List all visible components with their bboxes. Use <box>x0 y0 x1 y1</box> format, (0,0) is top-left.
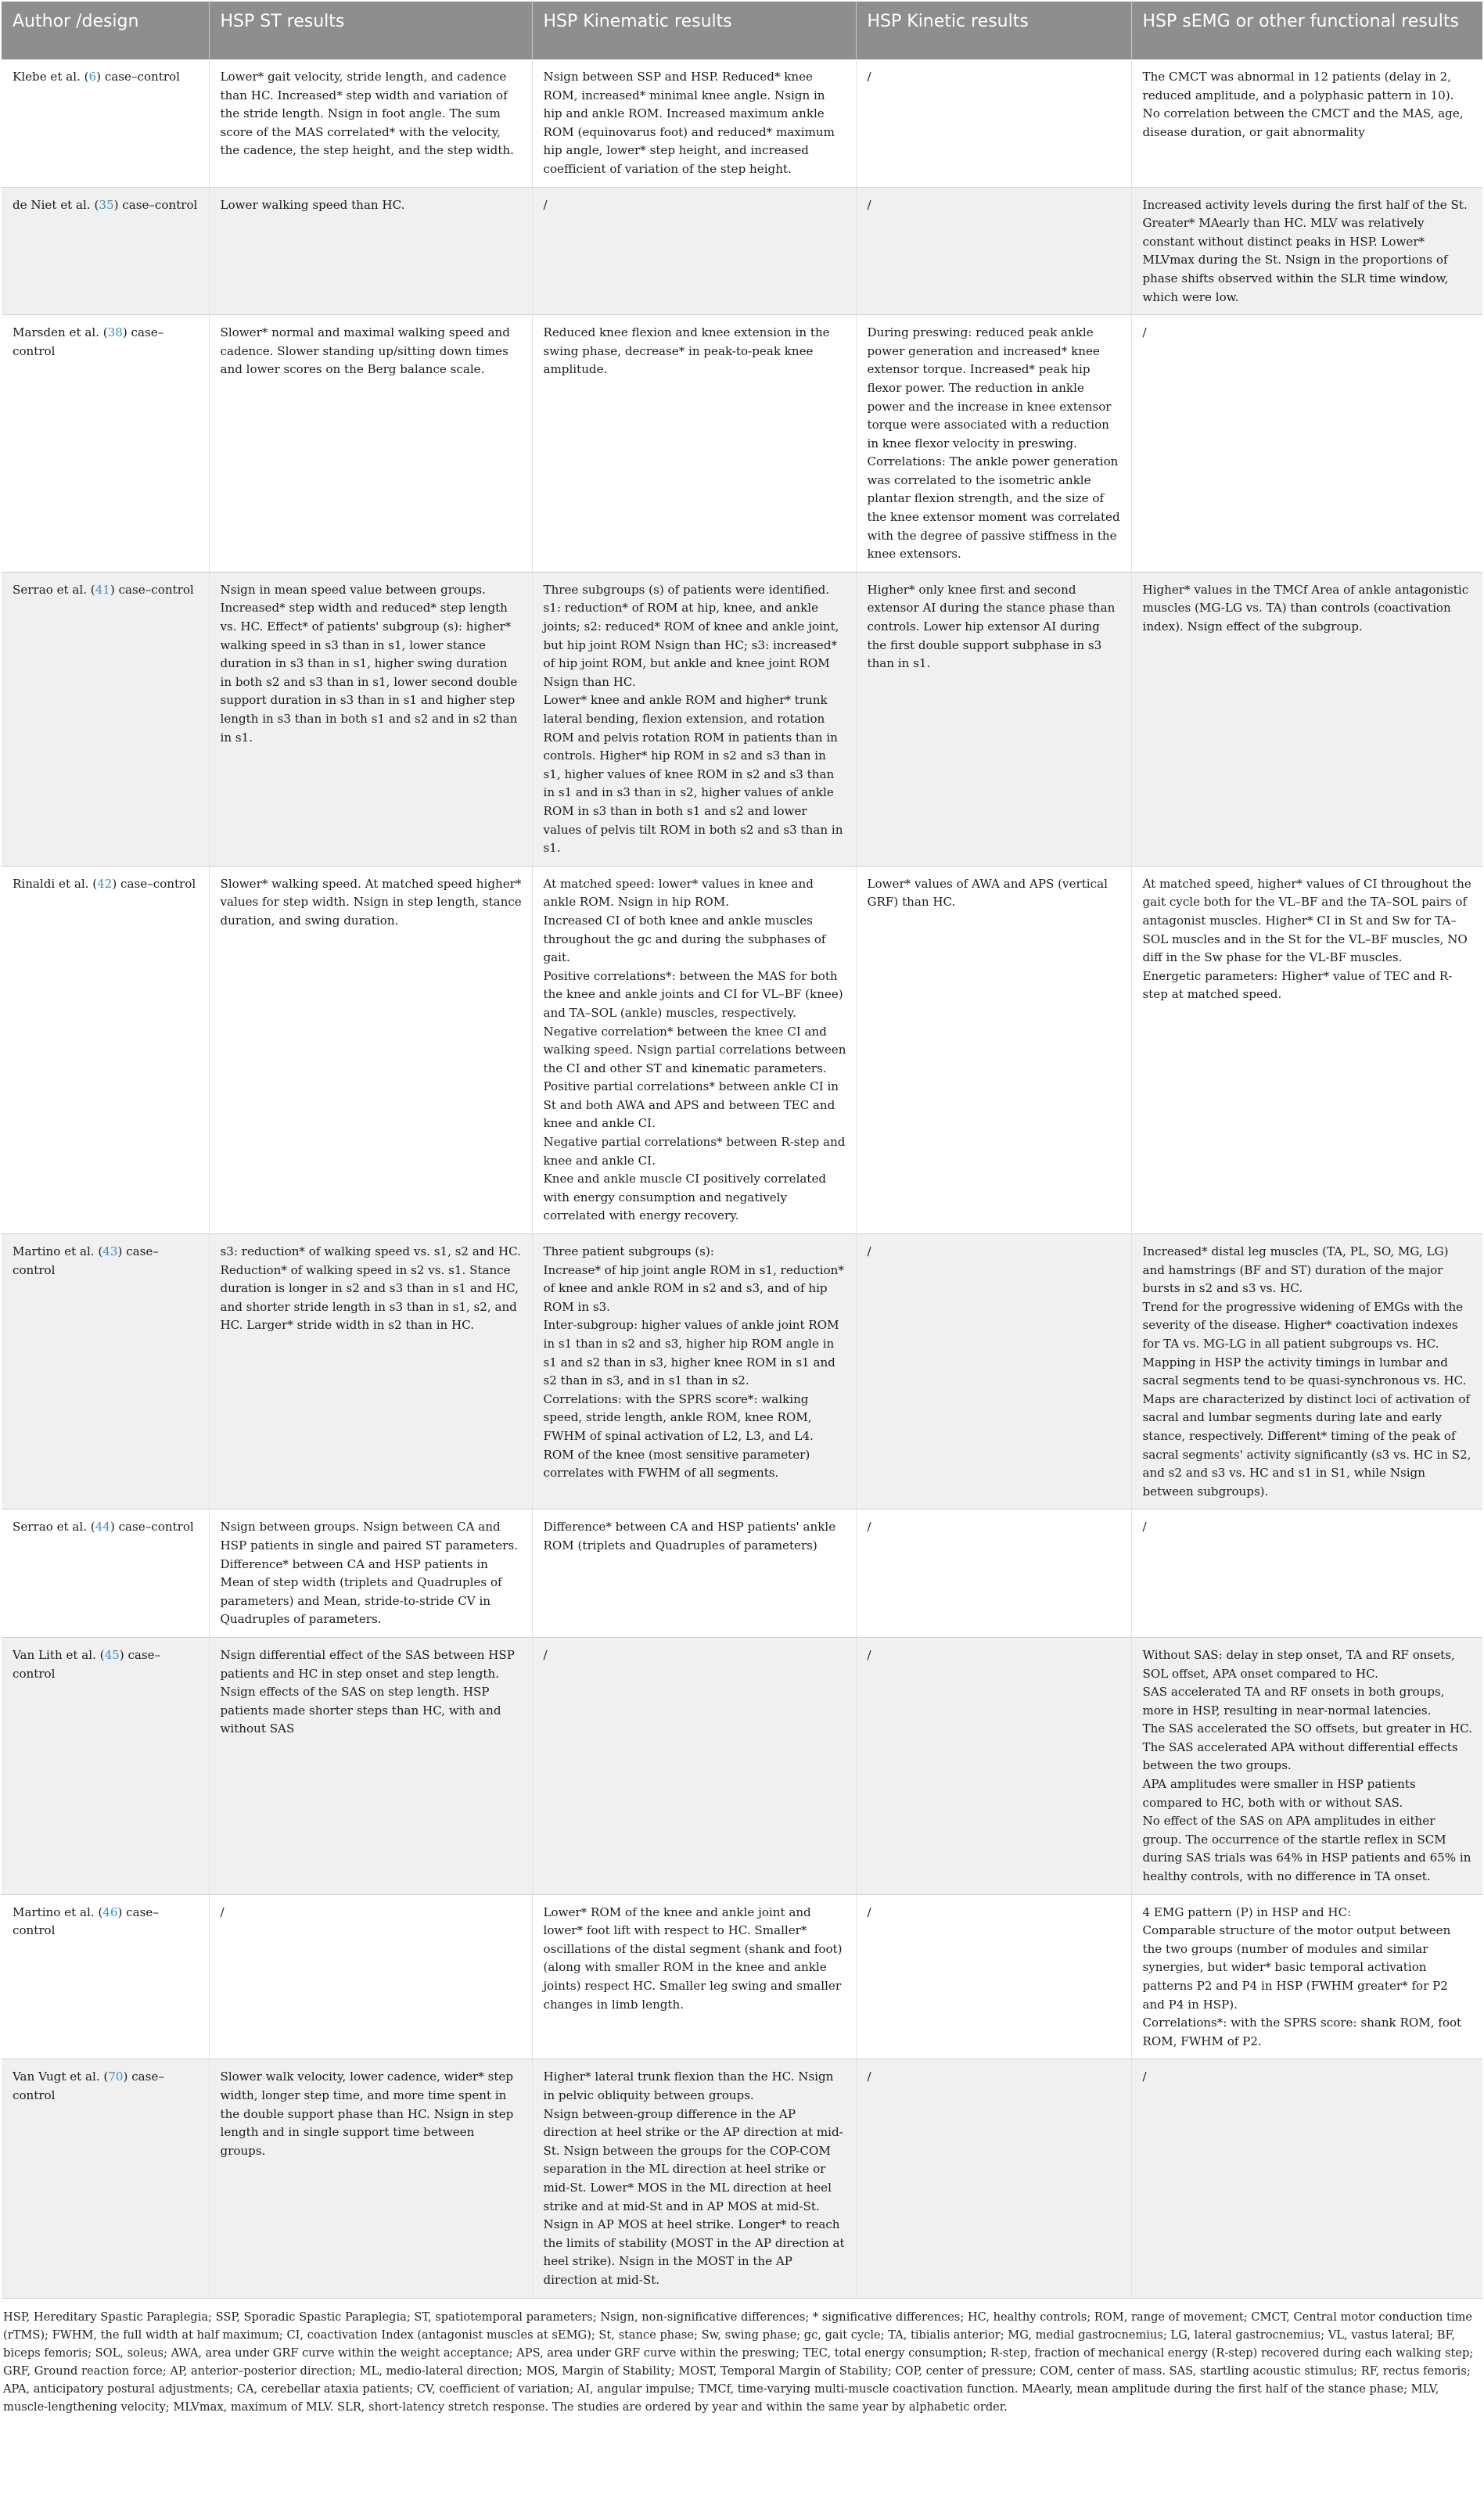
author-cell <box>2 1509 209 1638</box>
cell-paragraph: Lower* values of AWA and APS (vertical GRF) than HC. <box>867 876 1108 910</box>
table-row <box>2 1509 1482 1638</box>
kinetic-cell <box>856 1894 1131 2059</box>
semg-cell <box>1131 1234 1482 1509</box>
st-cell <box>209 59 532 187</box>
cell-paragraph: Slower* normal and maximal walking speed and cadence. Slower standing up/sitting down times and lower scores on the Berg balance scale. <box>220 325 510 377</box>
cell-paragraph: / <box>543 197 548 212</box>
semg-cell <box>1131 572 1482 866</box>
reference-link[interactable]: 70 <box>108 2069 124 2084</box>
cell-paragraph: Lower* gait velocity, stride length, and cadence than HC. Increased* step width and variation of the stride length. Nsign in foot angle. The sum score of the MAS correlated* with the velocity, the cadence, the step height, and the step width. <box>220 70 514 158</box>
cell-paragraph: The SAS accelerated APA without differential effects between the two groups. <box>1142 1739 1458 1773</box>
cell-paragraph: The CMCT was abnormal in 12 patients (delay in 2, reduced amplitude, and a polyphasic pattern in 10). No correlation between the CMCT and the MAS, age, disease duration, or gait abnormality <box>1142 70 1464 139</box>
reference-link[interactable]: 6 <box>88 70 97 84</box>
semg-cell <box>1131 59 1482 187</box>
author-name: Van Vugt et al. ( <box>13 2069 109 2084</box>
reference-link[interactable]: 42 <box>97 876 113 891</box>
kinematic-cell <box>532 572 856 866</box>
semg-cell <box>1131 1894 1482 2059</box>
header-st: HSP ST results <box>209 2 532 59</box>
table-row <box>2 315 1482 573</box>
semg-cell <box>1131 1637 1482 1894</box>
cell-paragraph: Correlations: with the SPRS score*: walking speed, stride length, ankle ROM, knee ROM, FWHM of spinal activation of L2, L3, and L4. ROM of the knee (most sensitive parameter) correlates with FWHM of all segments. <box>543 1391 814 1481</box>
study-design: ) case–control <box>112 876 196 891</box>
author-cell <box>2 1637 209 1894</box>
author-name: Marsden et al. ( <box>13 325 108 340</box>
kinematic-cell <box>532 315 856 573</box>
cell-paragraph: Nsign between-group difference in the AP direction at heel strike or the AP direction at mid-St. Nsign between the groups for the COP-COM separation in the ML direction at heel strike or mid-St. Lower* MOS in the ML direction at heel strike and at mid-St and in AP MOS at mid-St. Nsign in AP MOS at heel strike. Longer* to reach the limits of stability (MOST in the AP direction at heel strike). Nsign in the MOST in the AP direction at mid-St. <box>543 2106 845 2287</box>
header-semg: HSP sEMG or other functional results <box>1131 2 1482 59</box>
semg-cell <box>1131 866 1482 1233</box>
cell-paragraph: At matched speed: lower* values in knee and ankle ROM. Nsign in hip ROM. <box>543 876 814 910</box>
author-name: Serrao et al. ( <box>13 1520 95 1535</box>
cell-paragraph: / <box>1142 1520 1147 1535</box>
cell-paragraph: APA amplitudes were smaller in HSP patients compared to HC, both with or without SAS. <box>1142 1777 1416 1810</box>
reference-link[interactable]: 41 <box>95 582 110 597</box>
st-cell <box>209 1234 532 1509</box>
cell-paragraph: Positive partial correlations* between ankle CI in St and both AWA and APS and between TEC and knee and ankle CI. <box>543 1079 839 1131</box>
cell-paragraph: / <box>1142 325 1147 340</box>
st-cell <box>209 315 532 573</box>
kinetic-cell <box>856 315 1131 573</box>
study-design: ) case–control <box>110 1520 194 1535</box>
kinematic-cell <box>532 1894 856 2059</box>
cell-paragraph: SAS accelerated TA and RF onsets in both groups, more in HSP, resulting in near-normal latencies. <box>1142 1685 1445 1718</box>
kinetic-cell <box>856 2059 1131 2298</box>
author-cell <box>2 59 209 187</box>
cell-paragraph: Knee and ankle muscle CI positively correlated with energy consumption and negatively correlated with energy recovery. <box>543 1172 827 1223</box>
table-row <box>2 187 1482 315</box>
st-cell <box>209 1637 532 1894</box>
kinematic-cell <box>532 1234 856 1509</box>
reference-link[interactable]: 45 <box>104 1647 120 1662</box>
reference-link[interactable]: 44 <box>95 1520 110 1535</box>
cell-paragraph: Nsign between groups. Nsign between CA and HSP patients in single and paired ST parameters. Difference* between CA and HSP patients in Mean of step width (triplets and Quadruples of parameters) and Mean, stride-to-stride CV in Quadruples of parameters. <box>220 1520 518 1627</box>
cell-paragraph: Negative partial correlations* between R-step and knee and ankle CI. <box>543 1135 846 1168</box>
cell-paragraph: Nsign differential effect of the SAS between HSP patients and HC in step onset and step length. Nsign effects of the SAS on step length. HSP patients made shorter steps than HC, with and without SAS <box>220 1647 515 1736</box>
cell-paragraph: Increased* distal leg muscles (TA, PL, SO, MG, LG) and hamstrings (BF and ST) duration of the major bursts in s2 and s3 vs. HC. <box>1142 1244 1449 1296</box>
cell-paragraph: Positive correlations*: between the MAS for both the knee and ankle joints and CI for VL–BF (knee) and TA–SOL (ankle) muscles, respectively. <box>543 968 843 1020</box>
author-name: Martino et al. ( <box>13 1244 103 1259</box>
st-cell <box>209 866 532 1233</box>
cell-paragraph: Higher* lateral trunk flexion than the HC. Nsign in pelvic obliquity between groups. <box>543 2069 834 2102</box>
cell-paragraph: Comparable structure of the motor output between the two groups (number of modules and similar synergies, but wider* basic temporal activation patterns P2 and P4 in HSP (FWHM greater* for P2 and P4 in HSP). <box>1142 1923 1451 2012</box>
study-design: ) case–control <box>13 1244 159 1277</box>
cell-paragraph: Energetic parameters: Higher* value of TEC and R-step at matched speed. <box>1142 968 1453 1002</box>
reference-link[interactable]: 38 <box>107 325 123 340</box>
cell-paragraph: Trend for the progressive widening of EMGs with the severity of the disease. Higher* coactivation indexes for TA vs. MG-LG in all patient subgroups vs. HC. <box>1142 1299 1464 1351</box>
author-cell <box>2 1894 209 2059</box>
kinematic-cell <box>532 1509 856 1638</box>
cell-paragraph: Lower* knee and ankle ROM and higher* trunk lateral bending, flexion extension, and rotation ROM and pelvis rotation ROM in patients than in controls. Higher* hip ROM in s2 and s3 than in s1, higher values of knee ROM in s2 and s3 than in s1 and in s3 than in s2, higher values of ankle ROM in s3 than in both s1 and s2 and lower values of pelvis tilt ROM in both s2 and s3 than in s1. <box>543 693 843 856</box>
st-cell <box>209 187 532 315</box>
table-row <box>2 1234 1482 1509</box>
study-design: ) case–control <box>96 70 180 84</box>
author-name: Klebe et al. ( <box>13 70 89 84</box>
cell-paragraph: Slower* walking speed. At matched speed higher* values for step width. Nsign in step length, stance duration, and swing duration. <box>220 876 522 928</box>
kinetic-cell <box>856 59 1131 187</box>
document-page <box>2 2 1482 2416</box>
cell-paragraph: Increased CI of both knee and ankle muscles throughout the gc and during the subphases of gait. <box>543 913 826 965</box>
cell-paragraph: / <box>543 1647 548 1662</box>
study-design: ) case–control <box>13 2069 164 2102</box>
cell-paragraph: No effect of the SAS on APA amplitudes in either group. The occurrence of the startle reflex in SCM during SAS trials was 64% in HSP patients and 65% in healthy controls, with no difference in TA onset. <box>1142 1814 1471 1884</box>
table-row <box>2 1637 1482 1894</box>
cell-paragraph: Reduced knee flexion and knee extension in the swing phase, decrease* in peak-to-peak knee amplitude. <box>543 325 830 377</box>
st-cell <box>209 572 532 866</box>
st-cell <box>209 2059 532 2298</box>
header-author: Author /design <box>2 2 209 59</box>
cell-paragraph: / <box>867 1520 871 1535</box>
cell-paragraph: Difference* between CA and HSP patients' ankle ROM (triplets and Quadruples of parameters) <box>543 1520 836 1553</box>
study-design: ) case–control <box>13 1904 159 1938</box>
reference-link[interactable]: 46 <box>102 1904 118 1919</box>
cell-paragraph: Higher* only knee first and second extensor AI during the stance phase than controls. Lower hip extensor AI during the first double support subphase in s3 than in s1. <box>867 582 1116 671</box>
kinematic-cell <box>532 2059 856 2298</box>
kinetic-cell <box>856 187 1131 315</box>
cell-paragraph: s3: reduction* of walking speed vs. s1, s2 and HC. Reduction* of walking speed in s2 vs. s1. Stance duration is longer in s2 and s3 than in s1 and HC, and shorter stride length in s3 than in s1, s2, and HC. Larger* stride width in s2 than in HC. <box>220 1244 521 1333</box>
semg-cell <box>1131 1509 1482 1638</box>
kinetic-cell <box>856 1234 1131 1509</box>
cell-paragraph: Nsign in mean speed value between groups. Increased* step width and reduced* step length vs. HC. Effect* of patients' subgroup (s): higher* walking speed in s3 than in s1, lower stance duration in s3 than in s1, higher swing duration in both s2 and s3 than in s1, lower second double support duration in s3 than in s1 and higher step length in s3 than in both s1 and s2 and in s2 than in s1. <box>220 582 518 745</box>
study-design: ) case–control <box>13 1647 161 1681</box>
cell-paragraph: Nsign between SSP and HSP. Reduced* knee ROM, increased* minimal knee angle. Nsign in hip and ankle ROM. Increased maximum ankle ROM (equinovarus foot) and reduced* maximum hip angle, lower* step height, and increased coefficient of variation of the step height. <box>543 70 835 176</box>
header-kinetic: HSP Kinetic results <box>856 2 1131 59</box>
author-name: Van Lith et al. ( <box>13 1647 105 1662</box>
cell-paragraph: / <box>867 1904 871 1919</box>
kinetic-cell <box>856 1637 1131 1894</box>
author-cell <box>2 187 209 315</box>
author-cell <box>2 1234 209 1509</box>
author-name: Martino et al. ( <box>13 1904 103 1919</box>
study-design: ) case–control <box>110 582 194 597</box>
cell-paragraph: / <box>867 1647 871 1662</box>
cell-paragraph: / <box>220 1904 225 1919</box>
kinematic-cell <box>532 866 856 1233</box>
semg-cell <box>1131 187 1482 315</box>
cell-paragraph: The SAS accelerated the SO offsets, but greater in HC. <box>1142 1721 1472 1736</box>
cell-paragraph: / <box>867 2069 871 2084</box>
table-row <box>2 572 1482 866</box>
cell-paragraph: Slower walk velocity, lower cadence, wider* step width, longer step time, and more time spent in the double support phase than HC. Nsign in step length and in single support time between groups. <box>220 2069 514 2158</box>
cell-paragraph: / <box>867 197 871 212</box>
kinetic-cell <box>856 572 1131 866</box>
cell-paragraph: Lower walking speed than HC. <box>220 197 405 212</box>
author-cell <box>2 866 209 1233</box>
kinematic-cell <box>532 1637 856 1894</box>
cell-paragraph: Mapping in HSP the activity timings in lumbar and sacral segments tend to be quasi-synchronous vs. HC. Maps are characterized by distinct loci of activation of sacral and lumbar segments during late and early stance, respectively. Different* timing of the peak of sacral segments' activity significantly (s3 vs. HC in S2, and s2 and s3 vs. HC and s1 in S1, while Nsign between subgroups). <box>1142 1355 1471 1499</box>
cell-paragraph: Three patient subgroups (s): <box>543 1244 714 1259</box>
kinematic-cell <box>532 59 856 187</box>
cell-paragraph: Higher* values in the TMCf Area of ankle antagonistic muscles (MG-LG vs. TA) than controls (coactivation index). Nsign effect of the subgroup. <box>1142 582 1469 634</box>
cell-paragraph: Increase* of hip joint angle ROM in s1, reduction* of knee and ankle ROM in s2 and s3, and of hip ROM in s3. <box>543 1262 844 1314</box>
reference-link[interactable]: 43 <box>102 1244 118 1259</box>
header-row <box>2 2 1482 59</box>
st-cell <box>209 1894 532 2059</box>
reference-link[interactable]: 35 <box>99 197 114 212</box>
cell-paragraph: Inter-subgroup: higher values of ankle joint ROM in s1 than in s2 and s3, higher hip ROM angle in s1 and s2 than in s3, higher knee ROM in s1 and s2 than in s3, and in s1 than in s2. <box>543 1318 839 1388</box>
kinetic-cell <box>856 866 1131 1233</box>
cell-paragraph: During preswing: reduced peak ankle power generation and increased* knee extensor torque. Increased* peak hip flexor power. The reduction in ankle power and the increase in knee extensor torque were associated with a reduction in knee flexor velocity in preswing. <box>867 325 1112 451</box>
table-row <box>2 59 1482 187</box>
table-footnote: HSP, Hereditary Spastic Paraplegia; SSP, Sporadic Spastic Paraplegia; ST, spatiotemporal parameters; Nsign, non-significative differences; * significative differences; HC, healthy controls; ROM, range of movement; CMCT, Central motor conduction time (rTMS); FWHM, the full width at half maximum; CI, coactivation Index (antagonist muscles at sEMG); St, stance phase; Sw, swing phase; gc, gait cycle; TA, tibialis anterior; MG, medial gastrocnemius; LG, lateral gastrocnemius; VL, vastus lateral; BF, biceps femoris; SOL, soleus; AWA, area under GRF curve within the weight acceptance; APS, area under GRF curve within the preswing; TEC, total energy consumption; R-step, fraction of mechanical energy (R-step) recovered during each walking step; GRF, Ground reaction force; AP, anterior–posterior direction; ML, medio-lateral direction; MOS, Margin of Stability; MOST, Temporal Margin of Stability; COP, center of pressure; COM, center of mass. SAS, startling acoustic stimulus; RF, rectus femoris; APA, anticipatory postural adjustments; CA, cerebellar ataxia patients; CV, coefficient of variation; AI, angular impulse; TMCf, time-varying multi-muscle coactivation function. MAearly, mean amplitude during the first half of the stance phase; MLV, muscle-lengthening velocity; MLVmax, maximum of MLV. SLR, short-latency stretch response. The studies are ordered by year and within the same year by alphabetic order. <box>3 2310 1474 2414</box>
results-table <box>2 2 1482 2299</box>
author-name: de Niet et al. ( <box>13 197 99 212</box>
author-name: Serrao et al. ( <box>13 582 95 597</box>
table-row <box>2 2059 1482 2298</box>
kinematic-cell <box>532 187 856 315</box>
header-kinematic: HSP Kinematic results <box>532 2 856 59</box>
cell-paragraph: Lower* ROM of the knee and ankle joint and lower* foot lift with respect to HC. Smaller* oscillations of the distal segment (shank and foot) (along with smaller ROM in the knee and ankle joints) respect HC. Smaller leg swing and smaller changes in limb length. <box>543 1904 843 2012</box>
author-cell <box>2 572 209 866</box>
author-cell <box>2 315 209 573</box>
cell-paragraph: / <box>1142 2069 1147 2084</box>
table-row <box>2 866 1482 1233</box>
st-cell <box>209 1509 532 1638</box>
cell-paragraph: Without SAS: delay in step onset, TA and RF onsets, SOL offset, APA onset compared to HC. <box>1142 1647 1455 1681</box>
cell-paragraph: Negative correlation* between the knee CI and walking speed. Nsign partial correlations between the CI and other ST and kinematic parameters. <box>543 1024 846 1075</box>
cell-paragraph: / <box>867 1244 871 1259</box>
semg-cell <box>1131 2059 1482 2298</box>
semg-cell <box>1131 315 1482 573</box>
kinetic-cell <box>856 1509 1131 1638</box>
cell-paragraph: Three subgroups (s) of patients were identified. s1: reduction* of ROM at hip, knee, and ankle joints; s2: reduced* ROM of knee and ankle joint, but hip joint ROM Nsign than HC; s3: increased* of hip joint ROM, but ankle and knee joint ROM Nsign than HC. <box>543 582 839 689</box>
author-name: Rinaldi et al. ( <box>13 876 98 891</box>
table-row <box>2 1894 1482 2059</box>
cell-paragraph: Increased activity levels during the first half of the St. Greater* MAearly than HC. MLV was relatively constant without distinct peaks in HSP. Lower* MLVmax during the St. Nsign in the proportions of phase shifts observed within the SLR time window, which were low. <box>1142 197 1468 304</box>
study-design: ) case–control <box>113 197 198 212</box>
cell-paragraph: 4 EMG pattern (P) in HSP and HC: <box>1142 1904 1352 1919</box>
author-cell <box>2 2059 209 2298</box>
study-design: ) case–control <box>13 325 164 358</box>
cell-paragraph: / <box>867 70 871 84</box>
cell-paragraph: At matched speed, higher* values of CI throughout the gait cycle both for the VL–BF and the TA–SOL pairs of antagonist muscles. Higher* CI in St and Sw for TA–SOL muscles and in the St for the VL–BF muscles, NO diff in the Sw phase for the VL-BF muscles. <box>1142 876 1471 965</box>
cell-paragraph: Correlations*: with the SPRS score: shank ROM, foot ROM, FWHM of P2. <box>1142 2016 1462 2048</box>
cell-paragraph: Correlations: The ankle power generation was correlated to the isometric ankle plantar flexion strength, and the size of the knee extensor moment was correlated with the degree of passive stiffness in the knee extensors. <box>867 454 1120 562</box>
